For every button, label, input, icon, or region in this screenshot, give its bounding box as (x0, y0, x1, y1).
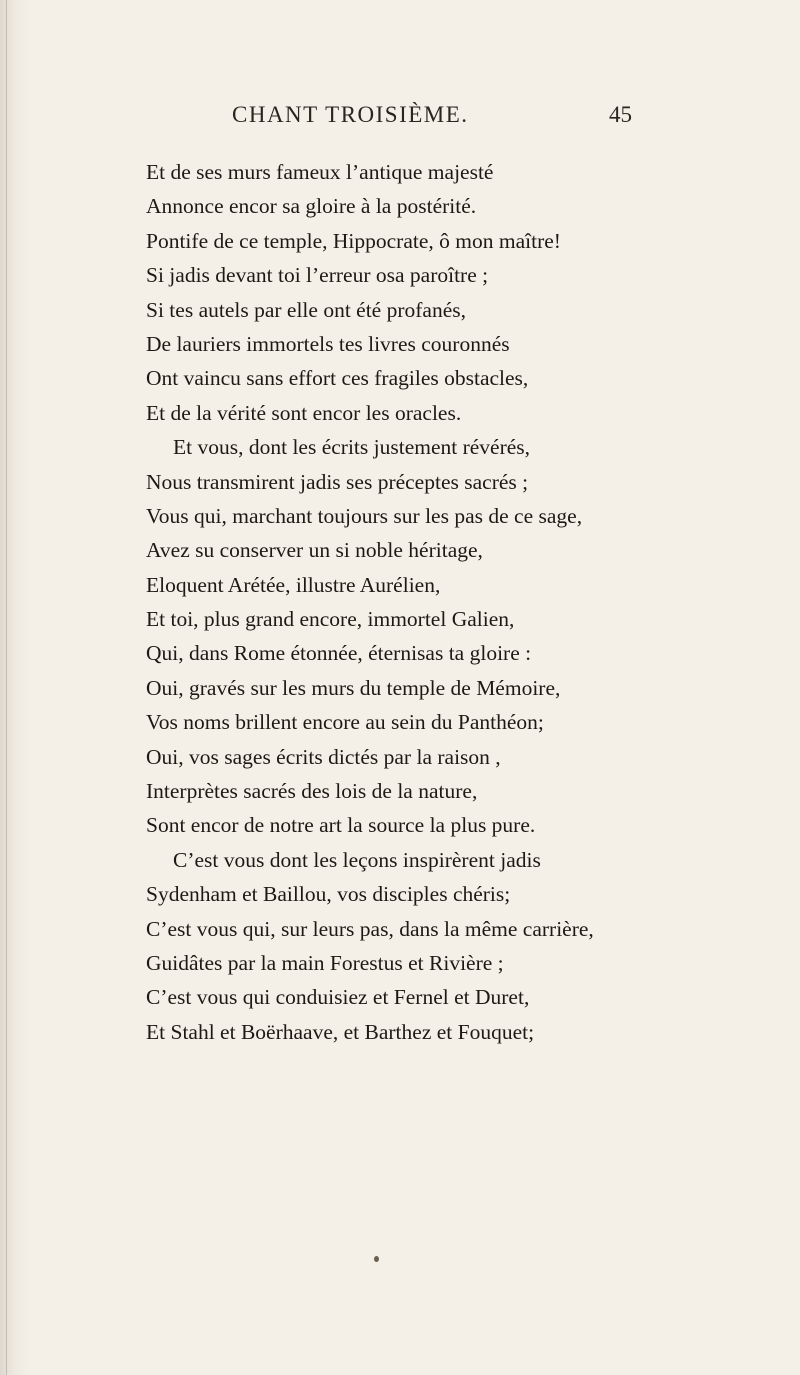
verse-line: Guidâtes par la main Forestus et Rivière ; (146, 950, 504, 975)
verse-line: C’est vous qui conduisiez et Fernel et Duret, (146, 985, 530, 1010)
verse-line: C’est vous qui, sur leurs pas, dans la même carrière, (146, 916, 594, 941)
verse-line: Et Stahl et Boërhaave, et Barthez et Fouquet; (146, 1019, 535, 1044)
verse-line: Pontife de ce temple, Hippocrate, ô mon maître! (146, 228, 561, 253)
running-title: CHANT TROISIÈME. (232, 102, 469, 127)
verse-line: Sont encor de notre art la source la plus pure. (146, 813, 536, 838)
verse-line: Interprètes sacrés des lois de la nature, (146, 779, 478, 804)
verse-line: Eloquent Arétée, illustre Aurélien, (146, 572, 441, 597)
verse-line: Vos noms brillent encore au sein du Panthéon; (146, 710, 544, 735)
ink-spot (374, 1256, 379, 1262)
verse-line: De lauriers immortels tes livres couronnés (146, 331, 510, 356)
verse-line: Si tes autels par elle ont été profanés, (146, 297, 467, 322)
verse-line: Et vous, dont les écrits justement révérés, (173, 435, 531, 460)
verse-line: Ont vaincu sans effort ces fragiles obstacles, (146, 366, 529, 391)
verse-line: Et toi, plus grand encore, immortel Galien, (146, 607, 515, 632)
verse-line: Si jadis devant toi l’erreur osa paroître ; (146, 263, 489, 288)
verse-line: Et de la vérité sont encor les oracles. (146, 400, 462, 425)
verse-line: Et de ses murs fameux l’antique majesté (146, 160, 494, 184)
poem-text (0, 155, 800, 1049)
verse-line: C’est vous dont les leçons inspirèrent jadis (173, 847, 541, 872)
verse-line: Avez su conserver un si noble héritage, (146, 538, 483, 563)
verse-line: Annonce encor sa gloire à la postérité. (146, 194, 477, 219)
page-number: 45 (609, 102, 632, 127)
verse-line: Qui, dans Rome étonnée, éternisas ta gloire : (146, 641, 532, 666)
verse-line: Vous qui, marchant toujours sur les pas de ce sage, (146, 503, 583, 528)
verse-line: Sydenham et Baillou, vos disciples chéris; (146, 882, 511, 907)
verse-line: Oui, vos sages écrits dictés par la raison , (146, 744, 501, 769)
page-header (0, 102, 800, 136)
verse-line: Oui, gravés sur les murs du temple de Mémoire, (146, 675, 561, 700)
verse-line: Nous transmirent jadis ses préceptes sacrés ; (146, 469, 529, 494)
